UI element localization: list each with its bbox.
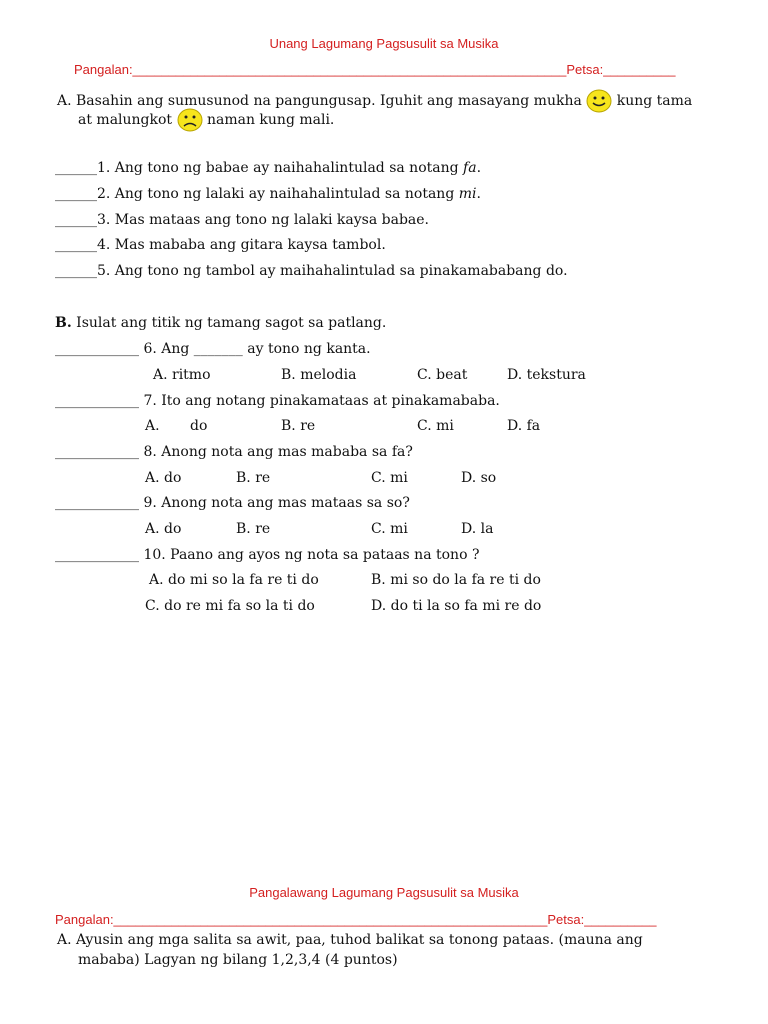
q9-option-c: C. mi [371, 521, 408, 537]
q6-option-c: C. beat [417, 367, 468, 383]
quiz2-title: Pangalawang Lagumang Pagsusulit sa Musika [249, 885, 519, 900]
happy-face-icon [586, 89, 612, 113]
part-a-item-4 [55, 237, 386, 253]
question-8: ____________ 8. Anong nota ang mas mababa sa fa? [55, 444, 413, 460]
q8-option-c: C. mi [371, 470, 408, 486]
part-b-instruction-text: Isulat ang titik ng tamang sagot sa patlang. [71, 315, 387, 331]
part-a-instruction-text1: A. Basahin ang sumusunod na pangungusap. Iguhit ang masayang mukha [57, 93, 582, 109]
quiz2-instruction-line2: mababa) Lagyan ng bilang 1,2,3,4 (4 puntos) [78, 952, 398, 968]
q7-option-b: B. re [281, 418, 316, 434]
q8-option-d: D. so [461, 470, 497, 486]
item-emphasis: mi [458, 186, 477, 202]
q9-option-b: B. re [236, 521, 271, 537]
quiz2-name-line: Pangalan:____________________________________________________________Petsa:__________ [55, 912, 657, 927]
quiz2-instruction-line1: A. Ayusin ang mga salita sa awit, paa, tuhod balikat sa tonong pataas. (mauna ang [57, 932, 643, 948]
item-suffix: . [476, 186, 481, 202]
q8-option-a: A. do [145, 470, 182, 486]
sad-face-icon [177, 108, 203, 132]
part-a-instruction-text3: at malungkot [78, 112, 173, 128]
question-9: ____________ 9. Anong nota ang mas mataas sa so? [55, 495, 410, 511]
q8-option-b: B. re [236, 470, 271, 486]
q6-option-d: D. tekstura [507, 367, 586, 383]
item-text: ______2. Ang tono ng lalaki ay naihahalintulad sa notang [55, 186, 459, 202]
q6-option-b: B. melodia [281, 367, 357, 383]
part-a-instruction-text4: naman kung mali. [206, 112, 335, 128]
q9-option-d: D. la [461, 521, 494, 537]
q9-option-a: A. do [145, 521, 182, 537]
part-a-item-2 [55, 186, 481, 202]
part-a-item-1 [55, 160, 481, 176]
question-10: ____________ 10. Paano ang ayos ng nota sa pataas na tono ? [55, 547, 480, 563]
question-7: ____________ 7. Ito ang notang pinakamataas at pinakamababa. [55, 393, 500, 409]
q6-option-a: A. ritmo [153, 367, 211, 383]
q7-option-a-text: do [190, 418, 208, 434]
quiz1-title: Unang Lagumang Pagsusulit sa Musika [269, 36, 499, 51]
item-text: ______5. Ang tono ng tambol ay maihahalintulad sa pinakamababang do. [55, 263, 568, 279]
q7-option-d: D. fa [507, 418, 541, 434]
part-a-instruction-line2 [78, 108, 334, 132]
item-text: ______1. Ang tono ng babae ay naihahalintulad sa notang [55, 160, 464, 176]
q10-option-c: C. do re mi fa so la ti do [145, 598, 315, 614]
quiz1-name-line: Pangalan:____________________________________________________________Petsa:__________ [74, 62, 676, 77]
part-a-item-3 [55, 212, 429, 228]
item-emphasis: fa [463, 160, 477, 176]
question-6: ____________ 6. Ang _______ ay tono ng kanta. [55, 341, 371, 357]
q10-option-d: D. do ti la so fa mi re do [371, 598, 542, 614]
q7-option-c: C. mi [417, 418, 454, 434]
part-b-instruction [55, 315, 386, 331]
part-b-label: B. [55, 315, 72, 331]
item-text: ______3. Mas mataas ang tono ng lalaki kaysa babae. [55, 212, 429, 228]
item-text: ______4. Mas mababa ang gitara kaysa tambol. [55, 237, 386, 253]
q7-option-a-letter: A. [145, 418, 160, 434]
q10-option-a: A. do mi so la fa re ti do [149, 572, 319, 588]
item-suffix: . [476, 160, 482, 176]
part-a-instruction-text2: kung tama [616, 93, 693, 109]
q10-option-b: B. mi so do la fa re ti do [371, 572, 541, 588]
part-a-item-5 [55, 263, 568, 279]
